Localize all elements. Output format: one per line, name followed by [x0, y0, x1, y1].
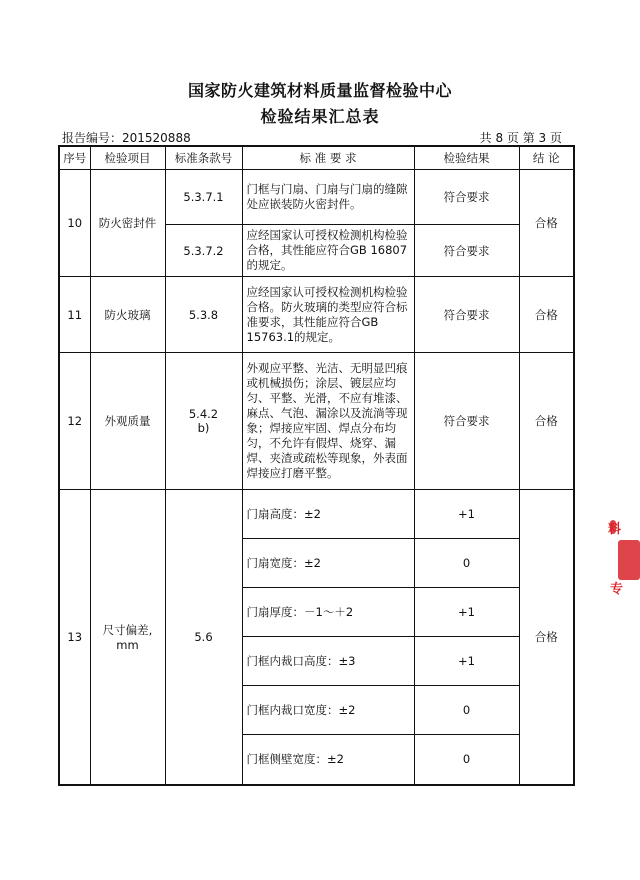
inspection-item-unit: mm: [116, 637, 139, 652]
row-number: 13: [59, 490, 90, 785]
conclusion-text: 合格: [519, 277, 574, 353]
col-header-clause: 标准条款号: [165, 146, 242, 170]
stamp-ink-mark: [618, 540, 640, 580]
clause-number-line2: b): [197, 421, 210, 435]
inspection-item: 防火玻璃: [90, 277, 165, 353]
dimension-requirement: 门框内裁口宽度：±2: [242, 686, 414, 735]
clause-number: [165, 353, 242, 490]
col-header-no: 序号: [59, 146, 90, 170]
inspection-item: 防火密封件: [90, 170, 165, 277]
col-header-item: 检验项目: [90, 146, 165, 170]
requirement-text: 应经国家认可授权检测机构检验合格。防火玻璃的类型应符合标准要求，其性能应符合GB 15763.1的规定。: [242, 277, 414, 353]
dimension-result: +1: [414, 588, 519, 637]
table-row: [59, 277, 574, 353]
clause-number: 5.3.8: [165, 277, 242, 353]
requirement-text: 应经国家认可授权检测机构检验合格，其性能应符合GB 16807的规定。: [242, 225, 414, 277]
seal-stamp-fragment: [604, 510, 640, 630]
clause-number: 5.6: [165, 490, 242, 785]
summary-table-title: 检验结果汇总表: [260, 107, 380, 126]
result-text: 符合要求: [414, 170, 519, 225]
dimension-requirement: 门扇高度：±2: [242, 490, 414, 539]
requirement-text: 门框与门扇、门扇与门扇的缝隙处应嵌装防火密封件。: [242, 170, 414, 225]
dimension-requirement: 门扇厚度：－1～＋2: [242, 588, 414, 637]
clause-number: 5.3.7.2: [165, 225, 242, 277]
conclusion-text: 合格: [519, 490, 574, 785]
row-number: 10: [59, 170, 90, 277]
col-header-conclusion: 结 论: [519, 146, 574, 170]
result-text: 符合要求: [414, 353, 519, 490]
table-row: [59, 170, 574, 225]
inspection-item: 外观质量: [90, 353, 165, 490]
result-text: 符合要求: [414, 277, 519, 353]
row-number: 11: [59, 277, 90, 353]
result-text: 符合要求: [414, 225, 519, 277]
row-number: 12: [59, 353, 90, 490]
requirement-text: 外观应平整、光洁、无明显凹痕或机械损伤；涂层、镀层应均匀、平整、光滑，不应有堆漆、麻点、气泡、漏涂以及流淌等现象；焊接应牢固、焊点分布均匀，不允许有假焊、烧穿、漏焊、夹渣或疏松等现象，外表面焊接应打磨平整。: [242, 353, 414, 490]
col-header-requirement: 标 准 要 求: [242, 146, 414, 170]
dimension-result: +1: [414, 637, 519, 686]
table-row: [59, 353, 574, 490]
dimension-requirement: 门框侧壁宽度：±2: [242, 735, 414, 785]
table-header-row: [59, 146, 574, 170]
clause-number-line1: 5.4.2: [188, 407, 219, 421]
table-row: [59, 490, 574, 539]
dimension-result: 0: [414, 539, 519, 588]
inspection-results-table: [58, 145, 575, 786]
page-info: 共 8 页 第 3 页: [479, 131, 562, 145]
conclusion-text: 合格: [519, 353, 574, 490]
report-number: 报告编号：201520888: [62, 131, 191, 145]
inspection-item: [90, 490, 165, 785]
center-name-title: 国家防火建筑材料质量监督检验中心: [187, 81, 452, 100]
dimension-result: 0: [414, 686, 519, 735]
dimension-result: 0: [414, 735, 519, 785]
conclusion-text: 合格: [519, 170, 574, 277]
clause-number: 5.3.7.1: [165, 170, 242, 225]
dimension-result: +1: [414, 490, 519, 539]
col-header-result: 检验结果: [414, 146, 519, 170]
stamp-character: 料: [608, 522, 622, 537]
dimension-requirement: 门框内裁口高度：±3: [242, 637, 414, 686]
inspection-item-line1: 尺寸偏差,: [102, 622, 153, 637]
dimension-requirement: 门扇宽度：±2: [242, 539, 414, 588]
stamp-character: 专: [610, 582, 624, 597]
